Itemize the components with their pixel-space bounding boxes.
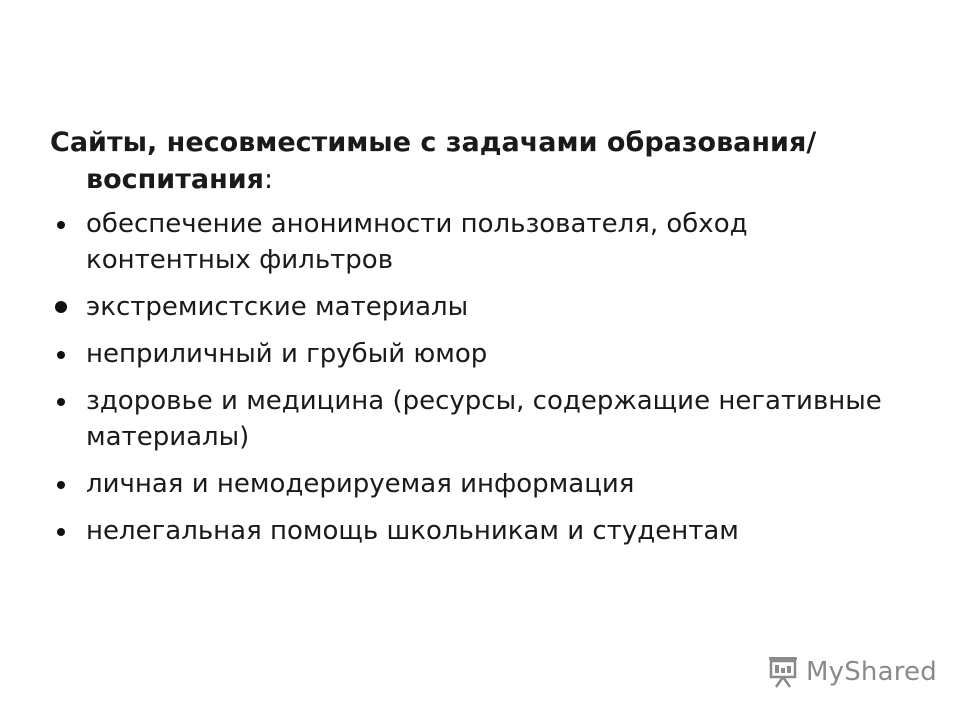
list-item [52,383,892,455]
list-item-text: здоровье и медицина (ресурсы, содержащие негативные материалы) [86,386,882,452]
bullet-icon [57,528,65,536]
list-item [52,206,892,278]
list-item-text: неприличный и грубый юмор [86,339,488,369]
list-item [52,466,892,502]
heading-bold-text: Сайты, несовместимые с задачами образования/воспитания [50,127,817,195]
myshared-logo [766,652,937,692]
heading-suffix: : [264,164,274,195]
list-item [52,336,892,372]
list-item-text: обеспечение анонимности пользователя, обход контентных фильтров [86,209,748,275]
slide-heading [50,124,906,198]
logo-text: MyShared [806,657,937,687]
list-item [52,513,892,549]
presentation-board-icon [766,655,800,689]
bullet-list [52,206,892,560]
list-item-text: экстремистские материалы [86,292,469,322]
bullet-icon [57,481,65,489]
bullet-icon [57,398,65,406]
bullet-icon [55,301,67,313]
list-item [52,289,892,325]
bullet-icon [57,351,65,359]
list-item-text: личная и немодерируемая информация [86,469,635,499]
bullet-icon [57,221,65,229]
list-item-text: нелегальная помощь школьникам и студентам [86,516,739,546]
